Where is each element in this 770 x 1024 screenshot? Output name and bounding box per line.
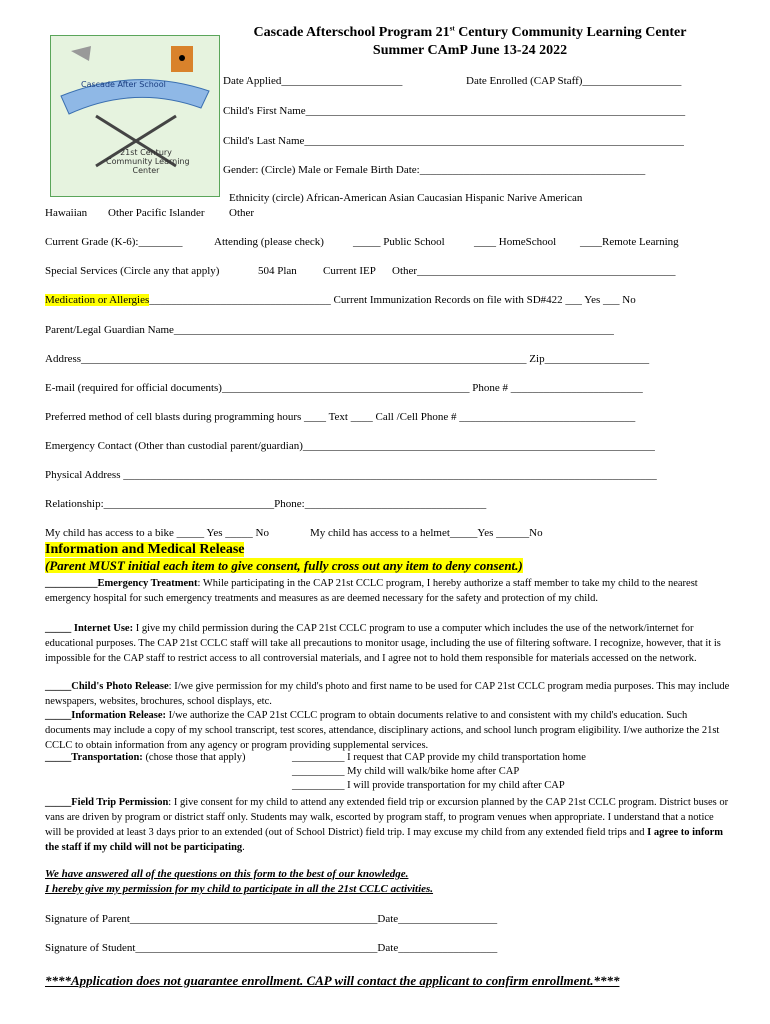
transportation-item[interactable]: _____Transportation: (chose those that apply) bbox=[45, 752, 246, 763]
current-iep-option[interactable]: Current IEP bbox=[323, 265, 376, 277]
transport-option-parent[interactable]: __________ I will provide transportation for my child after CAP bbox=[292, 780, 565, 791]
plan-504-option[interactable]: 504 Plan bbox=[258, 265, 297, 277]
physical-address-field[interactable]: Physical Address _________________________________________________________________________________________________ bbox=[45, 469, 657, 481]
email-phone-field[interactable]: E-mail (required for official documents)_____________________________________________ Phone # ________________________ bbox=[45, 382, 643, 394]
release-subheading: (Parent MUST initial each item to give consent, fully cross out any item to deny consent.) bbox=[45, 558, 523, 573]
ethnicity-pacific-islander[interactable]: Other Pacific Islander bbox=[108, 207, 205, 219]
parent-signature-field[interactable]: Signature of Parent_____________________________________________Date__________________ bbox=[45, 913, 498, 925]
ethnicity-hawaiian[interactable]: Hawaiian bbox=[45, 207, 88, 219]
program-logo bbox=[50, 35, 220, 197]
grade-field[interactable]: Current Grade (K-6):________ bbox=[45, 236, 183, 248]
information-release-item[interactable]: _____Information Release: I/we authorize the CAP 21st CCLC program to obtain documents relative to and consistent with my child's education. Such documents may include a copy of my school transcript, test scores, attendance, disciplinary actions, and school lunch program eligibility. I/we authorize the 21st CCLC to obtain information from any agency or program providing supplemental services. bbox=[45, 710, 720, 751]
transport-option-cap[interactable]: __________ I request that CAP provide my child transportation home bbox=[292, 752, 586, 763]
remote-learning-option[interactable]: ____Remote Learning bbox=[580, 236, 679, 248]
emergency-treatment-item[interactable]: __________Emergency Treatment: While participating in the CAP 21st CCLC program, I hereby authorize a staff member to take my child to the nearest emergency hospital for such emergency treatments and measures as are deemed necessary for the safety and protection of my child. bbox=[45, 578, 698, 604]
release-heading: Information and Medical Release bbox=[45, 542, 245, 557]
date-enrolled-field[interactable]: Date Enrolled (CAP Staff)__________________ bbox=[466, 75, 682, 87]
logo-center-text: 21st Century Community Learning Center bbox=[106, 148, 190, 175]
acknowledgement-line-2: I hereby give my permission for my child to participate in all the 21st CCLC activities. bbox=[45, 883, 434, 895]
medication-label: Medication or Allergies bbox=[45, 294, 150, 306]
emergency-contact-field[interactable]: Emergency Contact (Other than custodial parent/guardian)________________________________________________________________ bbox=[45, 440, 655, 452]
medication-allergies-row[interactable]: Medication or Allergies_________________________________ Current Immunization Records on file with SD#422 ___ Yes ___ No bbox=[45, 294, 636, 306]
other-services-field[interactable]: Other_______________________________________________ bbox=[392, 265, 676, 277]
acknowledgement-line-1: We have answered all of the questions on this form to the best of our knowledge. bbox=[45, 868, 409, 880]
special-services-label: Special Services (Circle any that apply) bbox=[45, 265, 220, 277]
last-name-field[interactable]: Child's Last Name_____________________________________________________________________ bbox=[223, 135, 684, 147]
bike-access-field[interactable]: My child has access to a bike _____ Yes _____ No bbox=[45, 527, 269, 539]
photo-release-item[interactable]: _____Child's Photo Release: I/we give permission for my child's photo and first name to be used for CAP 21st CCLC program media purposes. This may include newspapers, websites, brochures, school displays, etc. bbox=[45, 681, 730, 707]
field-trip-item[interactable]: _____Field Trip Permission: I give consent for my child to attend any extended field trip or excursion planned by the CAP 21st CCLC program. District buses or vans are driven by program or district staff only. Students may walk, escorted by program staff, to program venues when appropriate. I understand that a notice will be provided at least 3 days prior to an extended (out of School District) field trip. I may excuse my child from any extended field trips and I agree to inform the staff if my child will not be participating. bbox=[45, 797, 729, 853]
attending-label: Attending (please check) bbox=[214, 236, 324, 248]
relationship-phone-field[interactable]: Relationship:_______________________________Phone:_________________________________ bbox=[45, 498, 487, 510]
enrollment-disclaimer: ****Application does not guarantee enrollment. CAP will contact the applicant to confirm enrollment.**** bbox=[45, 973, 620, 988]
guardian-name-field[interactable]: Parent/Legal Guardian Name________________________________________________________________________________ bbox=[45, 324, 614, 336]
gender-birthdate-field[interactable]: Gender: (Circle) Male or Female Birth Date:_________________________________________ bbox=[223, 164, 646, 176]
logo-banner-text: Cascade After School bbox=[81, 80, 166, 89]
student-signature-field[interactable]: Signature of Student____________________________________________Date__________________ bbox=[45, 942, 498, 954]
first-name-field[interactable]: Child's First Name_____________________________________________________________________ bbox=[223, 105, 686, 117]
ethnicity-other[interactable]: Other bbox=[229, 207, 255, 219]
date-applied-field[interactable]: Date Applied______________________ bbox=[223, 75, 403, 87]
cell-blast-preference[interactable]: Preferred method of cell blasts during programming hours ____ Text ____ Call /Cell Phone # ________________________________ bbox=[45, 411, 636, 423]
internet-use-item[interactable]: _____ Internet Use: I give my child permission during the CAP 21st CCLC program to use a computer which includes the use of the network/internet for educational purposes. The CAP 21st CCLC staff will take all precautions to monitor usage, including the use of filtering software. I recognize, however, that it is impossible for the CAP staff to restrict access to all controversial materials, and I agree not to hold them responsible for materials accessed on the network. bbox=[45, 623, 721, 664]
form-title: Cascade Afterschool Program 21st Century Community Learning Center bbox=[253, 24, 687, 40]
form-subtitle: Summer CAmP June 13-24 2022 bbox=[372, 43, 568, 58]
ethnicity-field[interactable]: Ethnicity (circle) African-American Asian Caucasian Hispanic Narive American bbox=[229, 192, 583, 204]
transport-option-walk[interactable]: __________ My child will walk/bike home after CAP bbox=[292, 766, 520, 777]
homeschool-option[interactable]: ____ HomeSchool bbox=[474, 236, 557, 248]
address-field[interactable]: Address_________________________________________________________________________________ Zip___________________ bbox=[45, 353, 650, 365]
helmet-access-field[interactable]: My child has access to a helmet_____Yes ______No bbox=[310, 527, 543, 539]
public-school-option[interactable]: _____ Public School bbox=[353, 236, 445, 248]
